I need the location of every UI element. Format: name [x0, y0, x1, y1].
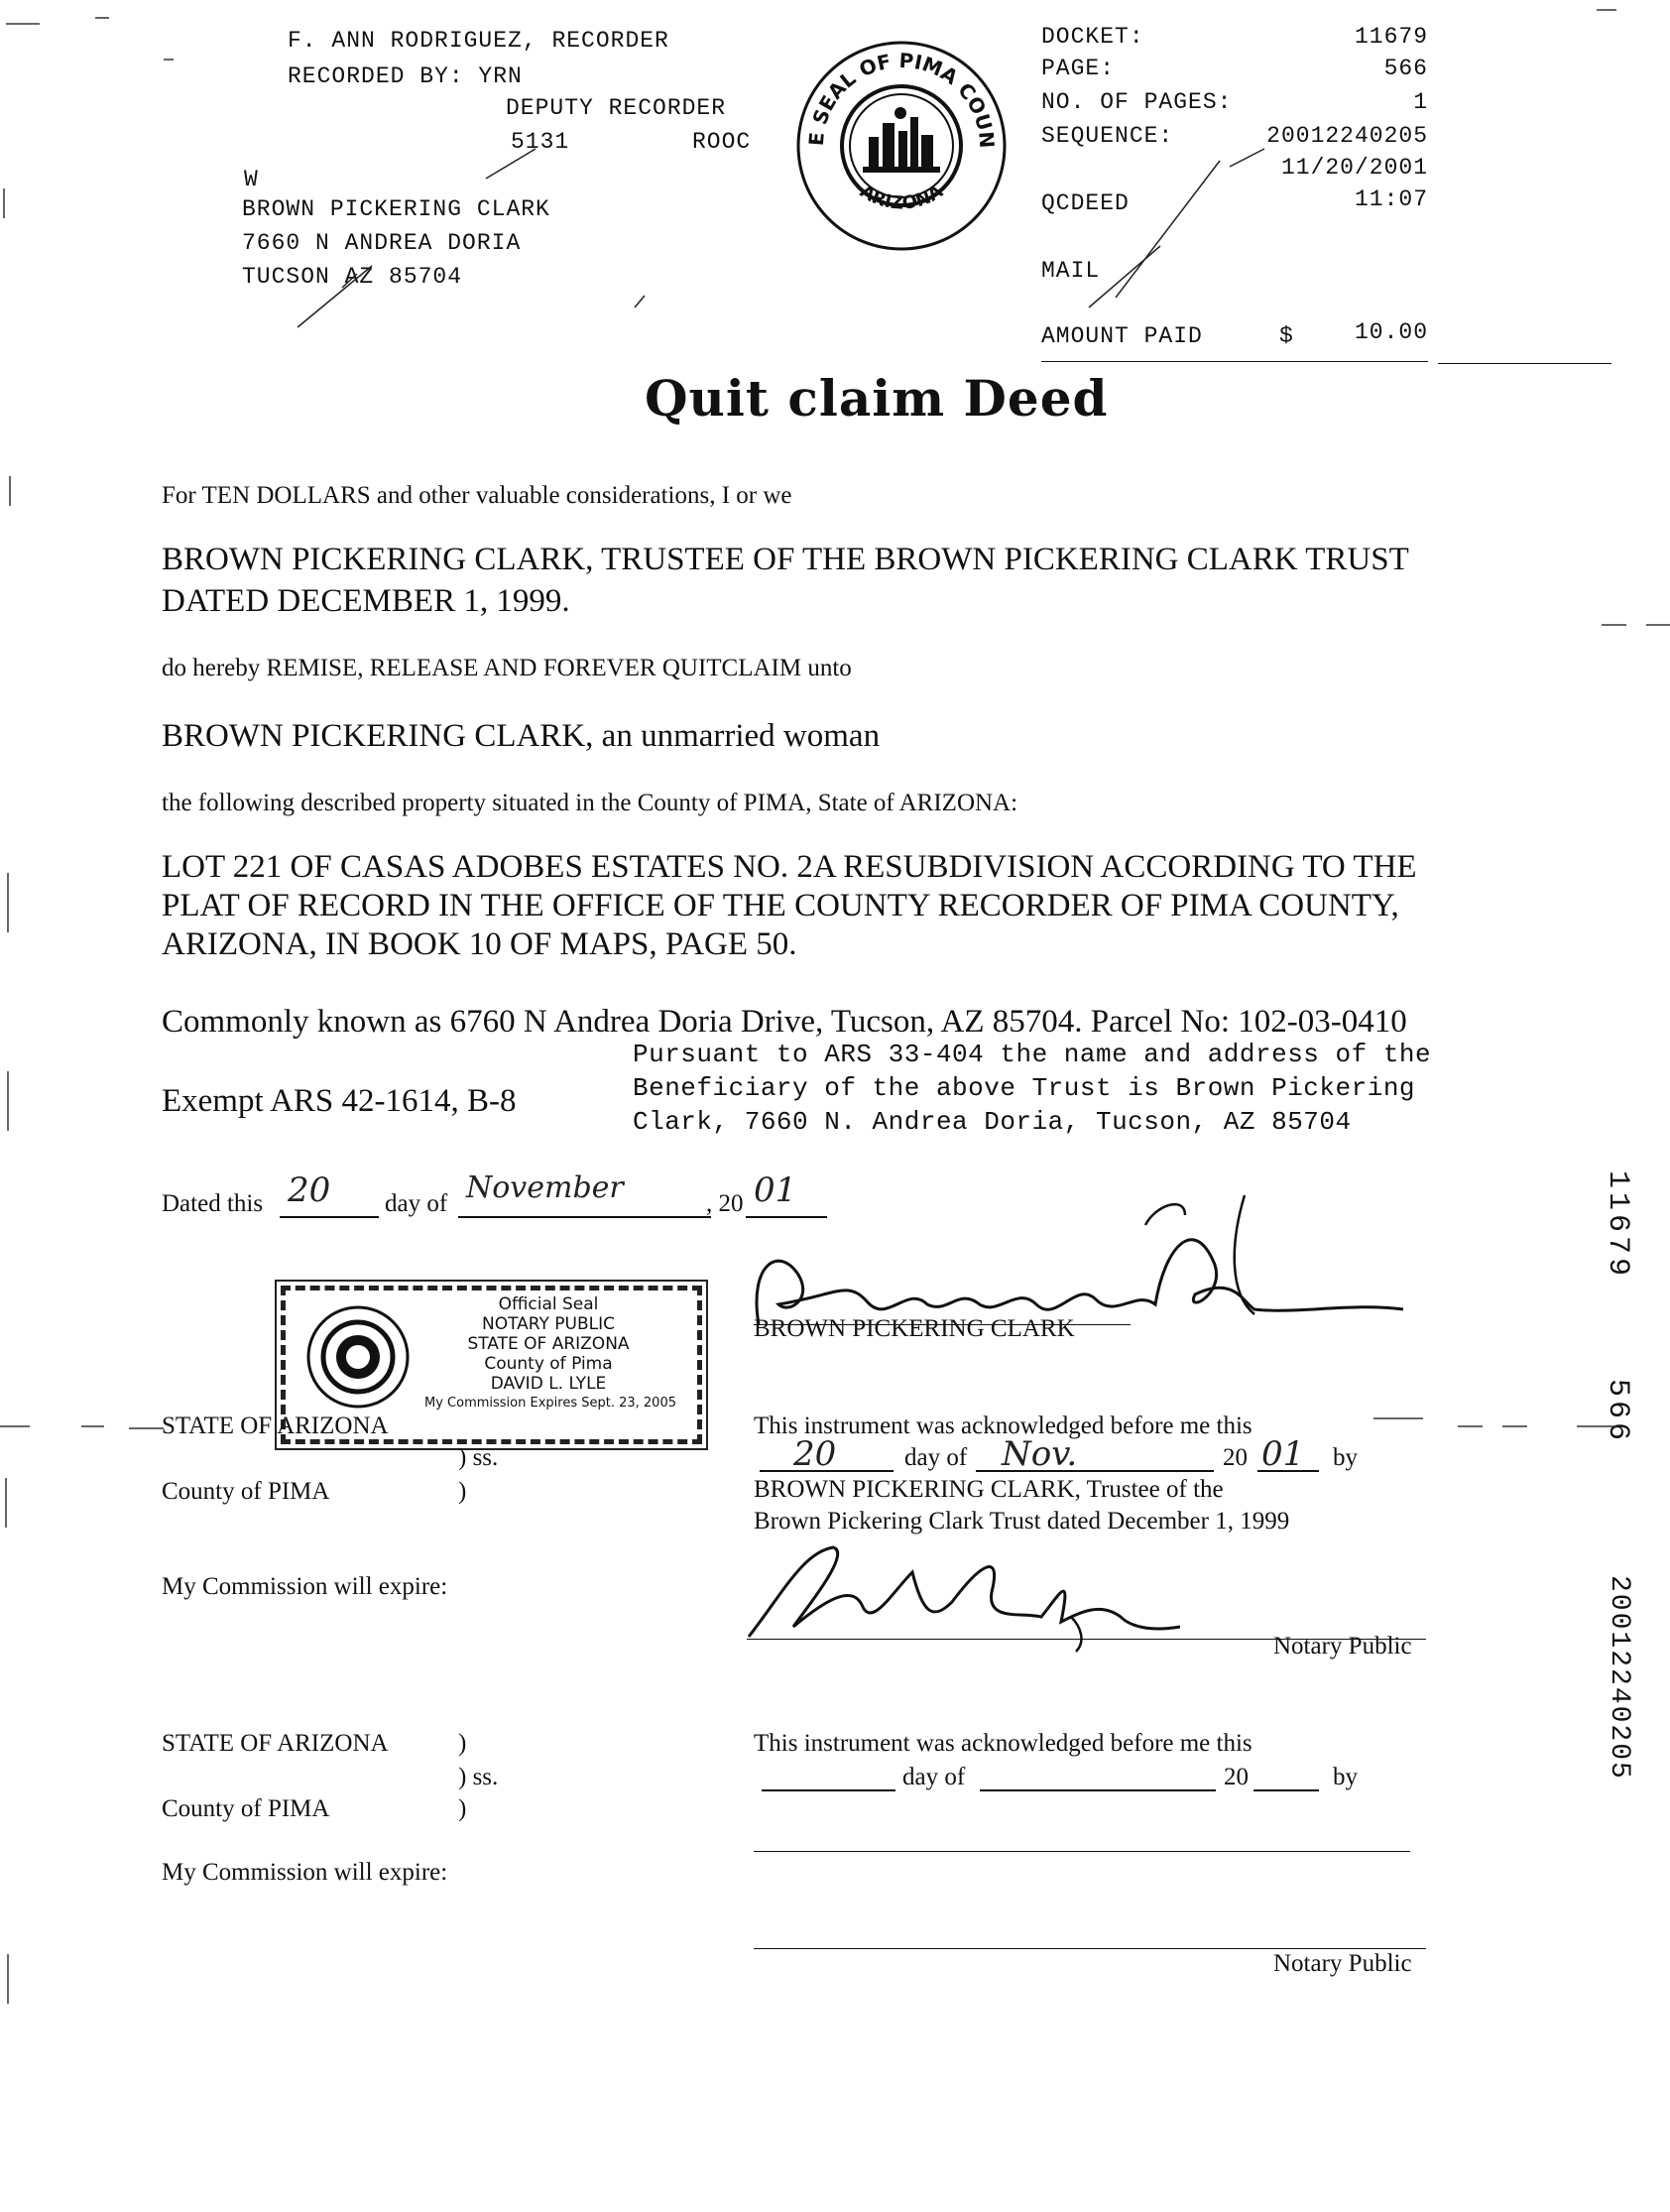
dated-prefix: Dated this [162, 1190, 264, 1217]
ack1-month-handwritten: Nov. [1002, 1434, 1078, 1474]
recording-date: 11/20/2001 [1280, 155, 1428, 181]
ack2-year-prefix: 20 [1224, 1764, 1249, 1790]
ack1-year-prefix: 20 [1223, 1444, 1248, 1471]
seal-top-text: THE SEAL OF PIMA COUNTY [784, 19, 1000, 150]
ack2-county: County of PIMA [162, 1795, 330, 1822]
notary-stamp-line-5: DAVID L. LYLE [490, 1374, 607, 1394]
amount-currency: $ [1279, 323, 1294, 349]
ack1-name-line-1: BROWN PICKERING CLARK, Trustee of the [754, 1476, 1224, 1503]
exempt-text: Exempt ARS 42-1614, B-8 [162, 1083, 517, 1119]
w-mark: W [244, 167, 259, 192]
recorded-by: RECORDED BY: YRN [288, 63, 523, 89]
recorder-code-right: ROOC [692, 129, 752, 155]
ack1-by: by [1333, 1444, 1358, 1471]
ack2-by: by [1333, 1764, 1358, 1790]
margin-stamp-top: 11679 [1601, 1170, 1634, 1281]
ack2-paren-top: ) [458, 1730, 467, 1757]
ack2-instrument: This instrument was acknowledged before me this [754, 1730, 1252, 1757]
seal-bottom-text: ARIZONA [856, 181, 947, 214]
legal-description-2: PLAT OF RECORD IN THE OFFICE OF THE COUNTY RECORDER OF PIMA COUNTY, [162, 888, 1399, 923]
docket-label: DOCKET: [1041, 24, 1144, 50]
grantee-text: BROWN PICKERING CLARK, an unmarried woman [162, 718, 881, 754]
ack1-notary-label: Notary Public [1273, 1633, 1412, 1659]
document-type: QCDEED [1041, 190, 1130, 216]
ack1-paren: ) [458, 1478, 467, 1505]
property-intro: the following described property situated in the County of PIMA, State of ARIZONA: [162, 790, 1018, 816]
pursuant-line-1: Pursuant to ARS 33-404 the name and address of the [633, 1040, 1432, 1069]
ack1-commission: My Commission will expire: [162, 1573, 448, 1600]
page-label: PAGE: [1041, 56, 1116, 81]
ack2-notary-label: Notary Public [1273, 1950, 1412, 1977]
amount-label: AMOUNT PAID [1041, 323, 1203, 349]
ack1-name-line-2: Brown Pickering Clark Trust dated December 1, 1999 [754, 1508, 1290, 1535]
ack1-state: STATE OF ARIZONA [162, 1413, 389, 1439]
ack1-instrument: This instrument was acknowledged before me this [754, 1413, 1252, 1439]
dated-day-handwritten: 20 [288, 1170, 331, 1210]
notary-stamp-line-4: County of Pima [484, 1354, 613, 1374]
pages-value: 1 [1413, 89, 1428, 115]
ack2-state: STATE OF ARIZONA [162, 1730, 389, 1757]
deed-title: Quit claim Deed [645, 369, 1109, 428]
ack2-day-of: day of [902, 1764, 966, 1790]
dated-day-of: day of [385, 1190, 448, 1217]
mailing-city: TUCSON AZ 85704 [242, 264, 463, 290]
remise-text: do hereby REMISE, RELEASE AND FOREVER QUITCLAIM unto [162, 655, 852, 681]
notary-stamp-line-3: STATE OF ARIZONA [467, 1334, 630, 1354]
dated-month-handwritten: November [466, 1170, 624, 1205]
ack1-county: County of PIMA [162, 1478, 330, 1505]
docket-value: 11679 [1354, 24, 1428, 50]
pages-label: NO. OF PAGES: [1041, 89, 1233, 115]
pursuant-line-3: Clark, 7660 N. Andrea Doria, Tucson, AZ 85704 [633, 1107, 1352, 1137]
margin-stamp-middle: 566 [1601, 1379, 1634, 1445]
notary-stamp-line-2: NOTARY PUBLIC [481, 1314, 616, 1334]
notary-stamp-line-1: Official Seal [498, 1294, 599, 1314]
dated-year-handwritten: 01 [754, 1170, 797, 1210]
legal-description-3: ARIZONA, IN BOOK 10 OF MAPS, PAGE 50. [162, 926, 797, 962]
ack1-year-handwritten: 01 [1261, 1434, 1305, 1474]
ack1-ss: ) ss. [458, 1444, 499, 1471]
sequence-value: 20012240205 [1266, 123, 1428, 149]
ack1-day-of: day of [904, 1444, 968, 1471]
page-value: 566 [1383, 56, 1428, 81]
grantor-line-1: BROWN PICKERING CLARK, TRUSTEE OF THE BROWN PICKERING CLARK TRUST [162, 542, 1409, 577]
ack2-ss: ) ss. [458, 1764, 499, 1790]
recorder-code-left: 5131 [511, 129, 570, 155]
recorder-name: F. ANN RODRIGUEZ, RECORDER [288, 28, 669, 54]
recording-time: 11:07 [1354, 186, 1428, 212]
mail-label: MAIL [1041, 258, 1101, 284]
notary-stamp-line-6: My Commission Expires Sept. 23, 2005 [424, 1396, 676, 1411]
mailing-street: 7660 N ANDREA DORIA [242, 230, 522, 256]
legal-description-1: LOT 221 OF CASAS ADOBES ESTATES NO. 2A RESUBDIVISION ACCORDING TO THE [162, 849, 1417, 885]
signature-name: BROWN PICKERING CLARK [754, 1315, 1075, 1342]
consideration-text: For TEN DOLLARS and other valuable considerations, I or we [162, 482, 792, 509]
pursuant-line-2: Beneficiary of the above Trust is Brown Pickering [633, 1073, 1416, 1103]
dated-year-prefix: , 20 [706, 1190, 744, 1217]
ack2-commission: My Commission will expire: [162, 1859, 448, 1886]
grantor-line-2: DATED DECEMBER 1, 1999. [162, 583, 570, 619]
margin-stamp-bottom: 20012240205 [1604, 1575, 1634, 1781]
deputy-recorder: DEPUTY RECORDER [506, 95, 727, 121]
ack1-day-handwritten: 20 [793, 1434, 837, 1474]
amount-value: 10.00 [1354, 319, 1428, 345]
mailing-name: BROWN PICKERING CLARK [242, 196, 550, 222]
commonly-known-text: Commonly known as 6760 N Andrea Doria Drive, Tucson, AZ 85704. Parcel No: 102-03-0410 [162, 1004, 1407, 1040]
ack2-paren: ) [458, 1795, 467, 1822]
sequence-label: SEQUENCE: [1041, 123, 1174, 149]
